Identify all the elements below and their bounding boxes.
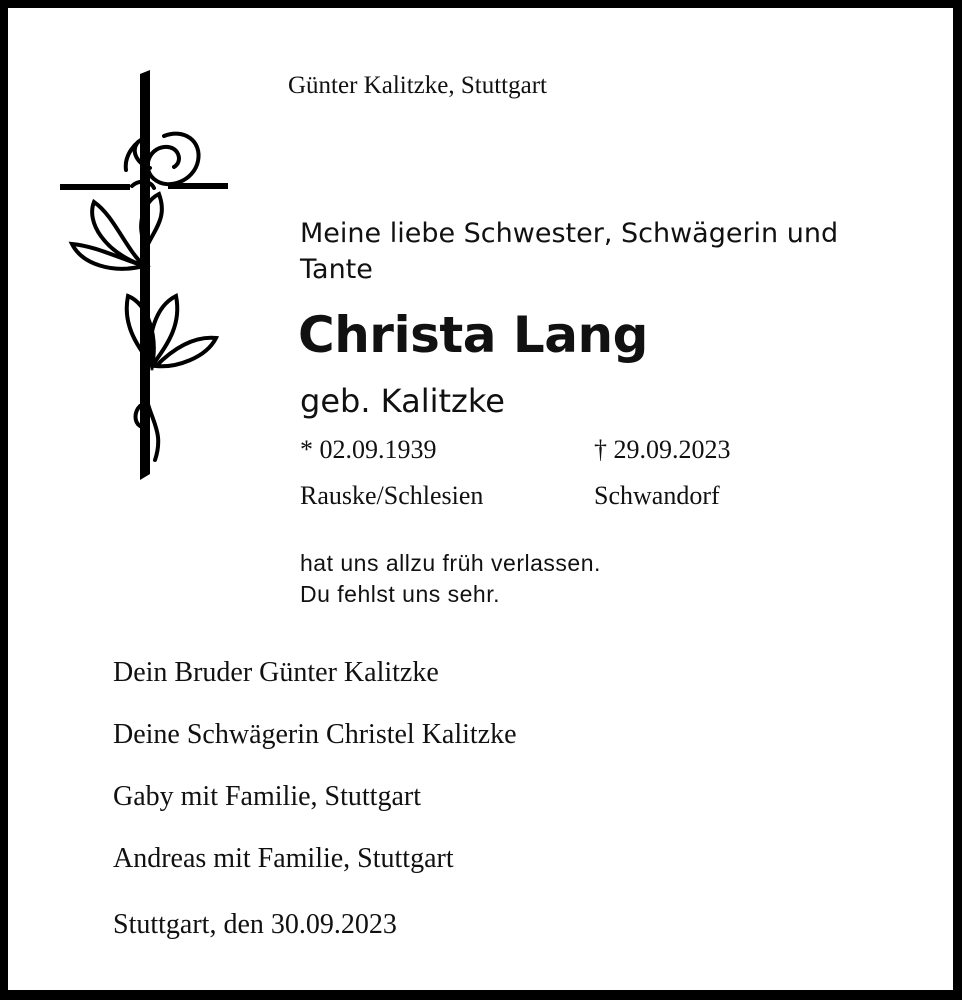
place-and-date: Stuttgart, den 30.09.2023: [113, 909, 397, 940]
message-line-1: hat uns allzu früh verlassen.: [300, 550, 601, 576]
intro-line-2: Tante: [300, 254, 373, 285]
maiden-name: geb. Kalitzke: [300, 382, 505, 420]
mourner-line: Dein Bruder Günter Kalitzke: [113, 657, 439, 688]
death-place: Schwandorf: [594, 481, 720, 510]
deceased-name: Christa Lang: [298, 306, 648, 364]
cross-with-rose-icon: [52, 66, 232, 486]
sender-line: Günter Kalitzke, Stuttgart: [288, 72, 547, 99]
mourner-line: Gaby mit Familie, Stuttgart: [113, 781, 421, 812]
mourner-line: Andreas mit Familie, Stuttgart: [113, 843, 454, 874]
message-line-2: Du fehlst uns sehr.: [300, 581, 500, 607]
death-date: † 29.09.2023: [594, 435, 731, 464]
mourner-line: Deine Schwägerin Christel Kalitzke: [113, 719, 517, 750]
intro-line-1: Meine liebe Schwester, Schwägerin und: [300, 218, 839, 249]
birth-place: Rauske/Schlesien: [300, 481, 484, 510]
birth-date: * 02.09.1939: [300, 435, 437, 464]
